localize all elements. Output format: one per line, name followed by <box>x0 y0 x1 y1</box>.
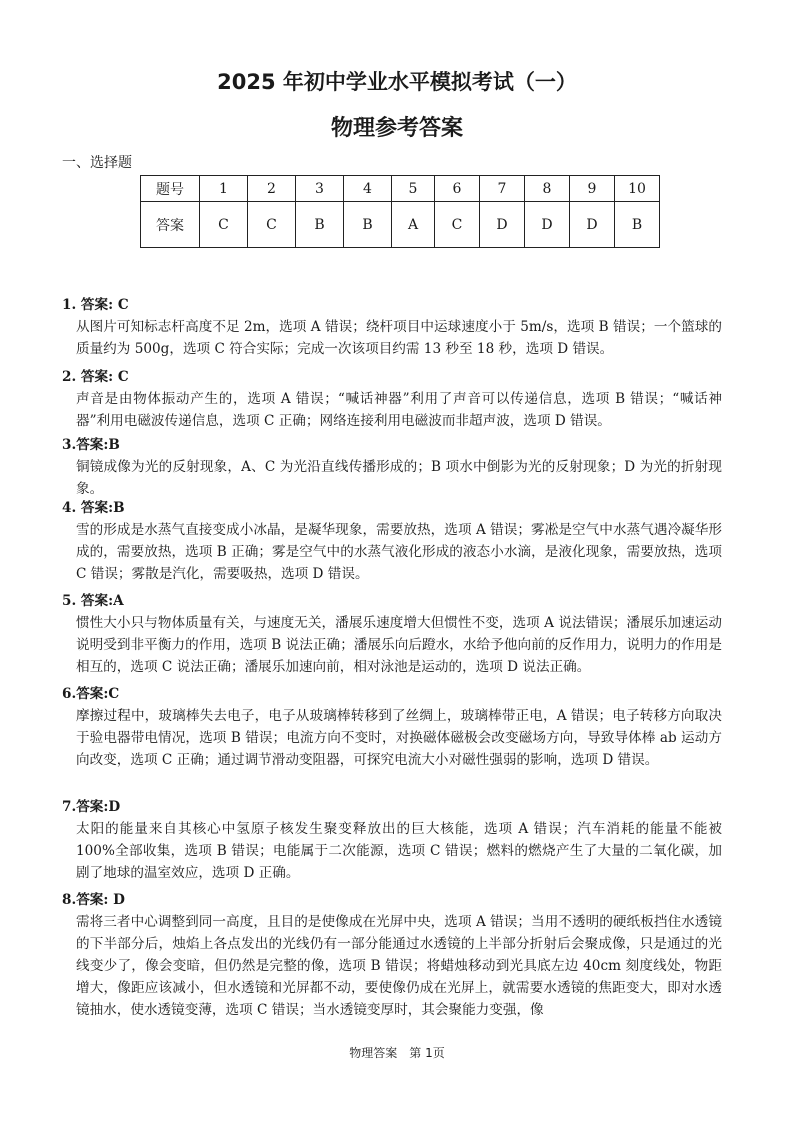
answer-cell: A <box>392 202 435 248</box>
answer-cell: B <box>296 202 344 248</box>
question-4 <box>62 497 722 585</box>
question-number: 8 <box>525 176 570 202</box>
answer-heading: 5. 答案:A <box>62 593 124 609</box>
answer-heading: 4. 答案:B <box>62 500 125 516</box>
explanation: 摩擦过程中，玻璃棒失去电子，电子从玻璃棒转移到了丝绸上，玻璃棒带正电，A 错误；电子转移方向取决于验电器带电情况，选项 B 错误；电流方向不变时，对换磁体磁极会改变磁场方向，导致导体棒 ab 运动方向改变，选项 C 正确；通过调节滑动变阻器，可探究电流大小对磁性强弱的影响，选项 D 错误。 <box>76 708 722 768</box>
answer-heading: 7.答案:D <box>62 799 121 815</box>
answer-cell: D <box>525 202 570 248</box>
question-number: 2 <box>248 176 296 202</box>
explanation: 惯性大小只与物体质量有关，与速度无关，潘展乐速度增大但惯性不变，选项 A 说法错误；潘展乐加速运动说明受到非平衡力的作用，选项 B 说法正确；潘展乐向后蹬水，水给予他向前的反作用力，说明力的作用是相互的，选项 C 说法正确；潘展乐加速向前，相对泳池是运动的，选项 D 说法正确。 <box>76 615 722 675</box>
question-8 <box>62 889 722 1021</box>
row-label: 答案 <box>141 202 200 248</box>
answer-cell: C <box>435 202 480 248</box>
question-number: 6 <box>435 176 480 202</box>
explanation: 雪的形成是水蒸气直接变成小冰晶，是凝华现象，需要放热，选项 A 错误；雾凇是空气中水蒸气遇冷凝华形成的，需要放热，选项 B 正确；雾是空气中的水蒸气液化形成的液态小水滴，是液化现象，需要放热，选项 C 错误；雾散是汽化，需要吸热，选项 D 错误。 <box>76 522 722 582</box>
question-2 <box>62 366 722 432</box>
question-1 <box>62 294 722 360</box>
answer-row <box>141 202 660 248</box>
question-number: 1 <box>200 176 248 202</box>
explanation: 需将三者中心调整到同一高度，且目的是使像成在光屏中央，选项 A 错误；当用不透明的硬纸板挡住水透镜的下半部分后，烛焰上各点发出的光线仍有一部分能通过水透镜的上半部分折射后会聚成像，只是通过的光线变少了，像会变暗，但仍然是完整的像，选项 B 错误；将蜡烛移动到光具底左边 40cm 刻度线处，物距增大，像距应该减小，但水透镜和光屏都不动，要使像仍成在光屏上，就需要水透镜的焦距变大，即对水透镜抽水，使水透镜变薄，选项 C 错误；当水透镜变厚时，其会聚能力变强，像 <box>76 914 722 1018</box>
question-number: 5 <box>392 176 435 202</box>
answer-cell: B <box>344 202 392 248</box>
exam-title: 2025 年初中学业水平模拟考试（一） <box>217 70 577 94</box>
answer-cell: C <box>200 202 248 248</box>
answer-cell: D <box>480 202 525 248</box>
document-subtitle: 物理参考答案 <box>330 116 463 141</box>
answer-cell: D <box>570 202 615 248</box>
answer-table <box>140 175 660 248</box>
question-3 <box>62 434 722 500</box>
question-6 <box>62 683 722 771</box>
question-number: 7 <box>480 176 525 202</box>
question-number: 4 <box>344 176 392 202</box>
answer-heading: 3.答案:B <box>62 437 120 453</box>
question-number: 3 <box>296 176 344 202</box>
answer-heading: 8.答案: D <box>62 892 125 908</box>
section-heading: 一、选择题 <box>62 155 132 171</box>
number-row <box>141 176 660 202</box>
question-5 <box>62 590 722 678</box>
question-number: 10 <box>615 176 660 202</box>
question-number: 9 <box>570 176 615 202</box>
answer-heading: 2. 答案: C <box>62 369 129 385</box>
explanation: 铜镜成像为光的反射现象，A、C 为光沿直线传播形成的；B 项水中倒影为光的反射现象；D 为光的折射现象。 <box>76 459 722 497</box>
answer-cell: B <box>615 202 660 248</box>
row-label: 题号 <box>141 176 200 202</box>
explanation: 声音是由物体振动产生的，选项 A 错误；“喊话神器”利用了声音可以传递信息，选项 B 错误；“喊话神器”利用电磁波传递信息，选项 C 正确；网络连接利用电磁波而非超声波，选项 D 错误。 <box>76 391 722 429</box>
answer-heading: 1. 答案: C <box>62 297 129 313</box>
page-footer: 物理答案 第 1页 <box>349 1046 445 1060</box>
answer-cell: C <box>248 202 296 248</box>
answer-heading: 6.答案:C <box>62 686 120 702</box>
explanation: 从图片可知标志杆高度不足 2m，选项 A 错误；绕杆项目中运球速度小于 5m/s，选项 B 错误；一个篮球的质量约为 500g，选项 C 符合实际；完成一次该项目约需 13 秒至 18 秒，选项 D 错误。 <box>76 319 722 357</box>
question-7 <box>62 796 722 884</box>
explanation: 太阳的能量来自其核心中氢原子核发生聚变释放出的巨大核能，选项 A 错误；汽车消耗的能量不能被 100%全部收集，选项 B 错误；电能属于二次能源，选项 C 错误；燃料的燃烧产生了大量的二氧化碳，加剧了地球的温室效应，选项 D 正确。 <box>76 821 722 881</box>
